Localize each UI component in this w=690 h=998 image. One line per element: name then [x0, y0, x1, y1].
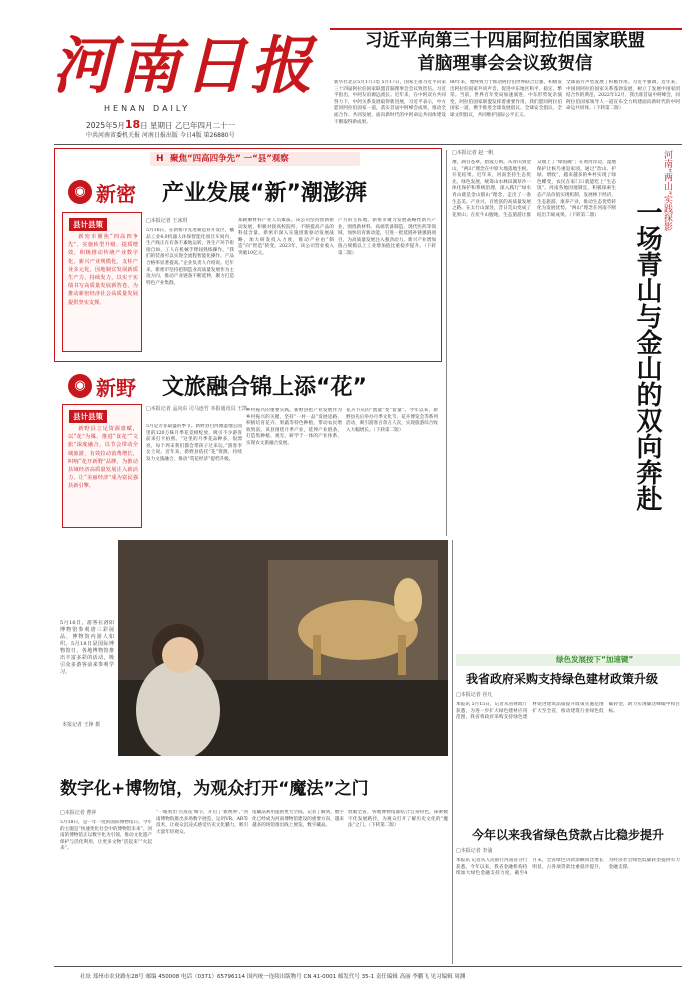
feature-tag-xinmi: 新密 [96, 182, 136, 206]
museum-col4: 放眼全省，各地博物馆都结合自身特色，探索数字化发展路径，为观众打开了解历史文化的“魔法”之门。（下转第二版） [348, 810, 448, 829]
right-byline: □本报记者 赵一帆 [452, 150, 494, 156]
green-kicker-bar [456, 654, 680, 666]
top-headline-line2: 首脑理事会会议致贺信 [417, 54, 593, 74]
date-prefix: 2025年5月 [86, 121, 125, 130]
green-headline: 我省政府采购支持绿色建材政策升级 [466, 672, 659, 686]
footer-rule [54, 966, 682, 967]
feature-kicker: 聚焦“四高四争先” 一“县”观察 [170, 154, 289, 164]
second-col2: 乡村振兴的重要实践。新野县把产业发展作为乡村振兴的关键，坚持“一村一品”发展思路，积极培育花卉、果蔬等特色种植，带动农民增收致富。该县围绕月季产业，延伸产业链条，打造集种植、观光、研学于一体的产业体系，实现农文旅融合发展。 [246, 408, 342, 446]
kicker-h-icon: H [156, 154, 164, 164]
location-pin-icon-2: ◉ [68, 374, 92, 398]
top-story-col2: 80年来，始终致力于推动阿拉伯世界联合自强，积极发出阿拉伯国家共同声音，促进中东地区和平、稳定、繁荣。当前，世界百年变局加速演进，中东形势复杂演变，阿拉伯国家联盟发挥着重要作用。我们愿同阿拉伯国家一道，携手推进全球发展倡议、全球安全倡议、全球文明倡议，共同维护国际公平正义。 [450, 80, 562, 118]
museum-photo-illustration [118, 540, 448, 756]
museum-byline: □本报记者 曹萍 [60, 810, 97, 816]
date-suffix: 日 星期日 乙巳年四月二十一 [140, 121, 235, 130]
date-day: 18 [124, 118, 141, 131]
feature-headline: 产业发展“新”潮澎湃 [162, 181, 367, 206]
museum-headline: 数字化+博物馆，为观众打开“魔法”之门 [60, 779, 369, 799]
feature-col1: 5月16日，在新密市先进制造业开发区，橘品工业4.0机器人环保智能化项目车间内，生产线正在有条不紊地运转，各生产环节衔接自如，工人在机械手臂间熟练操作。“我们的装备可以实现全流程智能化操作，产品合格率显著提高。”企业负责人介绍说。近年来，新密市坚持把制造业高质量发展作为主攻方向，推动产业链条不断延伸，聚力打造特色产业集群。 [146, 228, 234, 286]
right-headline: 一场青山与金山的双向奔赴 [632, 199, 662, 511]
second-summary-box [62, 404, 142, 528]
masthead-logo-en: HENAN DAILY [104, 104, 191, 113]
second-summary-label: 县计县策 [69, 410, 107, 423]
second-col3: 花卉节庆的“流量”变“留量”。今年以来，新野县先后举办月季文化节、花卉博览会等系列活动，吸引游客百余万人次，实现旅游综合收入大幅增长。（下转第二版） [346, 408, 438, 433]
column-divider [446, 150, 447, 536]
museum-col3: 馆藏品利用提供更大空间。记者了解到，数字化已经成为河南博物馆建设的重要方向，越来越多的场馆推出线上展览、数字藏品。 [252, 810, 344, 829]
masthead-rule [54, 144, 682, 145]
top-story-col3: 全球南方声势发展了积极作用。习近平强调，近年来，中国同阿拉伯国家关系蓬勃发展，树立了发展中国家团结合作的典范。2022年12月，我出席首届中阿峰会，同阿拉伯国家领导人一道宣布全力构建面向新时代的中阿命运共同体。（下转第二版） [566, 80, 680, 112]
second-byline: □本报记者 孟向东 司马连竹 本报通讯员 王凯 [146, 406, 248, 412]
museum-col2: “一眼看出‘古莲花’细节，开启了‘新视界’。”河南博物院推出多场数字展览，运用VR、AR等技术，让观众沉浸式感受历史文化魅力，吸引大量年轻观众。 [156, 810, 248, 835]
green-kicker: 绿色发展按下“加速键” [556, 655, 634, 664]
top-headline-line1: 习近平向第三十四届阿拉伯国家联盟 [365, 31, 645, 51]
feature-kicker-bar [150, 152, 360, 166]
photo-caption: 5月16日，游客在洛阳博物馆参观唐三彩展品，博物馆内游人如织。5月18日是国际博物馆日，各地博物馆推出丰富多彩的活动，吸引众多游客前来参观学习。 [60, 620, 114, 675]
feature-byline: □本报记者 王冰玥 [146, 218, 188, 224]
summary-label: 县计县策 [69, 218, 107, 231]
right-text: 豫，满目苍翠，碧波万顷。从青山到金山，“两山”理念在中原大地落地生根、开花结果。近年来，河南坚持生态优先、绿色发展，统筹山水林田湖草沙一体化保护和系统治理，深入践行“绿水青山就是金山银山”理念，走出了一条生态美、产业兴、百姓富的高质量发展之路。在太行山深处，昔日荒山变成了花果山；在伏牛山腹地，生态旅游让群众端上了“绿饭碗”；在黄河岸边，湿地保护让候鸟重返家园。通过“治山、护绿、增收”，越来越多的乡村实现了绿色蝶变，农民在家门口就能吃上“生态饭”。河南各地因地制宜，积极探索生态产品价值实现机制，发展林下经济、生态旅游、康养产业，推动生态优势转化为发展优势。“两山”理念在河南不断结出丰硕成果。（下转第二版） [452, 160, 616, 218]
feature-col2: 郑耐磨材料产业人员素质。该公司坚持创新驱动发展，积极对接高校院所，不断提高产品的科技含量。新密市深入实施创新驱动发展战略，加大研发投入力度，推动产业由“制造”向“智造”转变。2023年，该公司营业收入突破10亿元。 [238, 218, 334, 256]
publication-info: 中共河南省委机关报 河南日报出版 今日4版 第26880号 [86, 132, 235, 139]
feature-summary-box [62, 212, 142, 352]
location-pin-icon: ◉ [68, 180, 92, 204]
second-tag-xinye: 新野 [96, 376, 136, 400]
green-byline-2: □本报记者 李浦 [456, 848, 493, 854]
green-text-2: 本报讯 记者从人民银行河南省分行获悉，今年以来，我省金融机构持续加大绿色金融支持力度，截至4月末，全省绿色贷款余额同比增长明显，占各项贷款比重稳步提升，为经济社会绿色低碳转型提供有力金融支撑。 [456, 858, 680, 877]
green-byline: □本报记者 谷凡 [456, 692, 493, 698]
second-headline: 文旅融合锦上添“花” [162, 375, 367, 400]
column-divider-2 [452, 540, 453, 964]
top-headline [330, 30, 680, 76]
museum-photo [118, 540, 448, 756]
second-summary: 新野县立足资源禀赋，以“花”为媒，推进“食花”“文旅”深度融合，以节会带动全域旅游，有效拉动消费增长，叫响“花开新野”品牌，为推动县域经济高质量发展注入新活力，让“美丽经济”成为富民强县新引擎。 [68, 426, 138, 490]
right-kicker: 河南“两山”实践探影 [662, 150, 672, 232]
footer: 社址 郑州市农业路东28号 邮编 450008 电话（0371）65796114 国内统一连续出版物号 CN 41-0001 邮发代号 35-1 责任编辑 高丽 李鹏飞 见习编辑 周渊 [80, 974, 466, 980]
second-col1: 5月是芳菲最盛的季节。新野县白河滩湿地公园里的120万株月季花竞相绽放，吸引不少游客前来打卡拍照。“这里的月季花品种多，很漂亮，每个周末我们都会带孩子过来玩。”游客李女士说。近年来，新野县依托“花”资源，持续发力文旅融合，推动“赏花经济”提档升级。 [146, 424, 242, 462]
masthead-logo: 河南日报 [52, 29, 317, 102]
green-headline-2: 今年以来我省绿色贷款占比稳步提升 [472, 828, 665, 842]
feature-col3: 产力的主阵地。新密市聚力发展战略性新兴产业，围绕新材料、高端装备制造、现代医药等领域，加快培育新动能，引进一批延链补链强链项目，为高质量发展注入强劲动力。新兴产业增加值占规模以上工业增加值比重稳步提升。（下转第二版） [338, 218, 436, 256]
top-story-col1: 新华社北京5月17日电 5月17日，国家主席习近平向第三十四届阿拉伯国家联盟首脑理事会会议致贺信。习近平指出，中阿友谊源远流长。近年来，在中阿双方共同努力下，中阿关系发展取得新进展，习近平表示，中方愿同阿拉伯国家一道，落实首届中阿峰会成果，推动全面合作、共同发展、面向新时代的中阿命运共同体建设不断取得新成果。 [334, 80, 446, 125]
feature-summary: 新密市聚焦“四高四争先”，实施转型升级、提质增效，积极推动传统产业数字化，新兴产业规模化，支柱产业多元化，因地制宜发展新质生产力，持续发力，以实干实绩书写高质量发展新答卷，为推动新密经济社会高质量发展提供坚实支撑。 [68, 234, 138, 306]
photo-credit: 本报记者 王铮 摄 [62, 722, 101, 728]
museum-col1: 5月18日，是一年一度的国际博物馆日。今年的主题是“快速变化社会中的博物馆未来”。河南的博物馆正以数字化为引领，推动文化遗产保护与活化利用，让更多文物“活起来”“火起来”。 [60, 820, 152, 852]
green-text: 本报讯 5月15日，记者从省财政厅获悉，为进一步扩大绿色建材应用范围，我省将政府采购支持绿色建材促进建筑品质提升政策实施范围扩大至全省，推动建筑行业绿色低碳转型，助力实现碳达峰碳中和目标。 [456, 702, 680, 721]
